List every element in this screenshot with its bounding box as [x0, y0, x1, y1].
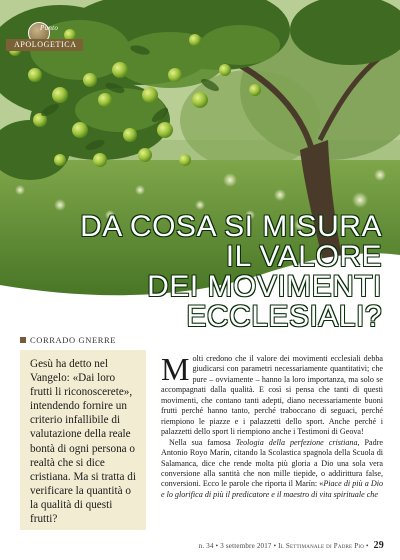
abstract-text: Gesù ha detto nel Vangelo: «Dai loro frutti li riconoscerete», intendendo fornire un criterio infallibile di valutazione della reale bontà di ogni persona o realtà che si dice cristiana. Ma si tratta di verificare la quantità o la qualità di questi frutti? — [30, 358, 136, 526]
body-paragraph-2 — [161, 438, 383, 501]
section-badge-top-label: Punto — [40, 24, 59, 32]
drop-cap: M — [161, 354, 190, 387]
book-title: Teologia della perfezione cristiana — [235, 437, 358, 447]
section-badge — [6, 22, 76, 52]
section-badge-label: APOLOGETICA — [6, 39, 83, 51]
author-name: CORRADO GNERRE — [30, 335, 117, 345]
body-paragraph-1-text: olti credono che il valore dei movimenti ecclesiali debba giudicarsi con parametri necessariamente quantitativi; che pure – ovviamente – hanno la loro importanza, ma solo se accompagnati dalla qualità. E così si pensa che tanti di questi movimenti, che contano tanti adepti, diano necessariamente buoni frutti perché hanno tanto, perché traboccano di seguaci, perché riempiono le piazze e i palazzetti dello sport. Anche perché i palazzetti dello sport li riempiono anche i Testimoni di Geova! — [161, 354, 383, 437]
article-title — [80, 212, 382, 332]
title-line-1: DA COSA SI MISURA — [80, 210, 382, 243]
title-line-3: DEI MOVIMENTI — [147, 270, 382, 303]
title-line-2: IL VALORE — [225, 240, 382, 273]
body-paragraph-2-text-b: , Padre Antonio Royo Marín, citando la Scolastica spagnola della Scuola di Salamanca, dice che rende molta più gloria a Dio una sola vera conversione alla santità che non mille tiepide, o addirittura false, conversioni. Ecco le parole che riporta il Marín: « — [161, 437, 383, 489]
magazine-name: Il Settimanale di Padre Pio • — [278, 542, 369, 550]
body-paragraph-2-quote: Piace di più a Dio e lo glorifica di più il predicatore e il maestro di vita spirituale che — [161, 479, 383, 499]
issue-info: n. 34 • 3 settembre 2017 • — [198, 542, 277, 550]
byline-square-icon — [20, 337, 26, 343]
article-body — [161, 354, 383, 540]
page-footer — [199, 540, 384, 552]
abstract-box — [20, 350, 146, 530]
body-paragraph-2-text-a: Nella sua famosa — [169, 437, 236, 447]
title-line-4: ECCLESIALI? — [186, 300, 382, 333]
author-byline — [20, 333, 140, 347]
body-paragraph-1 — [161, 354, 383, 438]
page-number: 29 — [373, 540, 384, 551]
